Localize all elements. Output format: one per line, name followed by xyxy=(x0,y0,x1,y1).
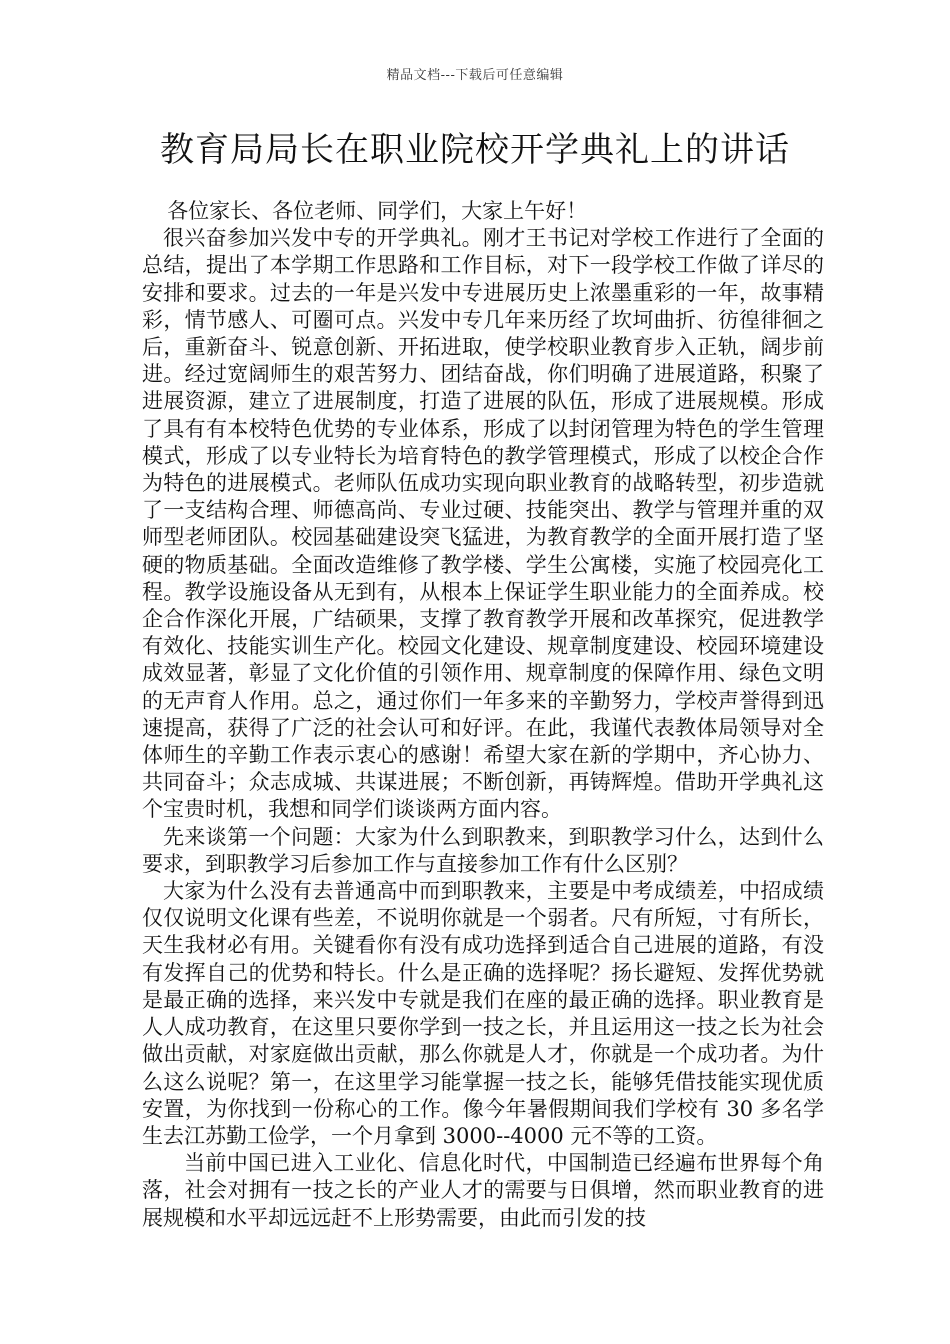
paragraph-question: 先来谈第一个问题：大家为什么到职教来，到职教学习什么，达到什么要求，到职教学习后参加工作与直接参加工作有什么区别？ xyxy=(142,824,824,876)
document-title: 教育局局长在职业院校开学典礼上的讲话 xyxy=(160,130,790,170)
paragraph-answer: 大家为什么没有去普通高中而到职教来，主要是中考成绩差，中招成绩仅仅说明文化课有些差，不说明你就是一个弱者。尺有所短，寸有所长，天生我材必有用。关键看你有没有成功选择到适合自己进展的道路，有没有发挥自己的优势和特长。什么是正确的选择呢？扬长避短、发挥优势就是最正确的选择，来兴发中专就是我们在座的最正确的选择。职业教育是人人成功教育，在这里只要你学到一技之长，并且运用这一技之长为社会做出贡献，对家庭做出贡献，那么你就是人才，你就是一个成功者。为什么这么说呢？第一，在这里学习能掌握一技之长，能够凭借技能实现优质安置，为你找到一份称心的工作。像今年暑假期间我们学校有 30 多名学生去江苏勤工俭学，一个月拿到 3000--4000 元不等的工资。 xyxy=(142,879,824,1148)
header-note: 精品文档---下载后可任意编辑 xyxy=(386,68,564,83)
paragraph-greeting: 各位家长、各位老师、同学们，大家上午好！ xyxy=(167,199,588,223)
document-body xyxy=(142,198,824,1232)
paragraph-opening: 很兴奋参加兴发中专的开学典礼。刚才王书记对学校工作进行了全面的总结，提出了本学期工作思路和工作目标，对下一段学校工作做了详尽的安排和要求。过去的一年是兴发中专进展历史上浓墨重彩的一年，故事精彩，情节感人、可圈可点。兴发中专几年来历经了坎坷曲折、彷徨徘徊之后，重新奋斗、锐意创新、开拓进取，使学校职业教育步入正轨，阔步前进。经过宽阔师生的艰苦努力、团结奋战，你们明确了进展道路，积聚了进展资源，建立了进展制度，打造了进展的队伍，形成了进展规模。形成了具有有本校特色优势的专业体系，形成了以封闭管理为特色的学生管理模式，形成了以专业特长为培育特色的教学管理模式，形成了以校企合作为特色的进展模式。老师队伍成功实现向职业教育的战略转型，初步造就了一支结构合理、师德高尚、专业过硬、技能突出、教学与管理并重的双师型老师团队。校园基础建设突飞猛进，为教育教学的全面开展打造了坚硬的物质基础。全面改造维修了教学楼、学生公寓楼，实施了校园亮化工程。教学设施设备从无到有，从根本上保证学生职业能力的全面养成。校企合作深化开展，广结硕果，支撑了教育教学开展和改革探究，促进教学有效化、技能实训生产化。校园文化建设、规章制度建设、校园环境建设成效显著，彰显了文化价值的引领作用、规章制度的保障作用、绿色文明的无声育人作用。总之，通过你们一年多来的辛勤努力，学校声誉得到迅速提高，获得了广泛的社会认可和好评。在此，我谨代表教体局领导对全体师生的辛勤工作表示衷心的感谢！希望大家在新的学期中，齐心协力、共同奋斗；众志成城、共谋进展；不断创新，再铸辉煌。借助开学典礼这个宝贵时机，我想和同学们谈谈两方面内容。 xyxy=(142,226,824,822)
paragraph-context: 当前中国已进入工业化、信息化时代，中国制造已经遍布世界每个角落，社会对拥有一技之长的产业人才的需要与日俱增，然而职业教育的进展规模和水平却远远赶不上形势需要，由此而引发的技 xyxy=(142,1151,824,1230)
